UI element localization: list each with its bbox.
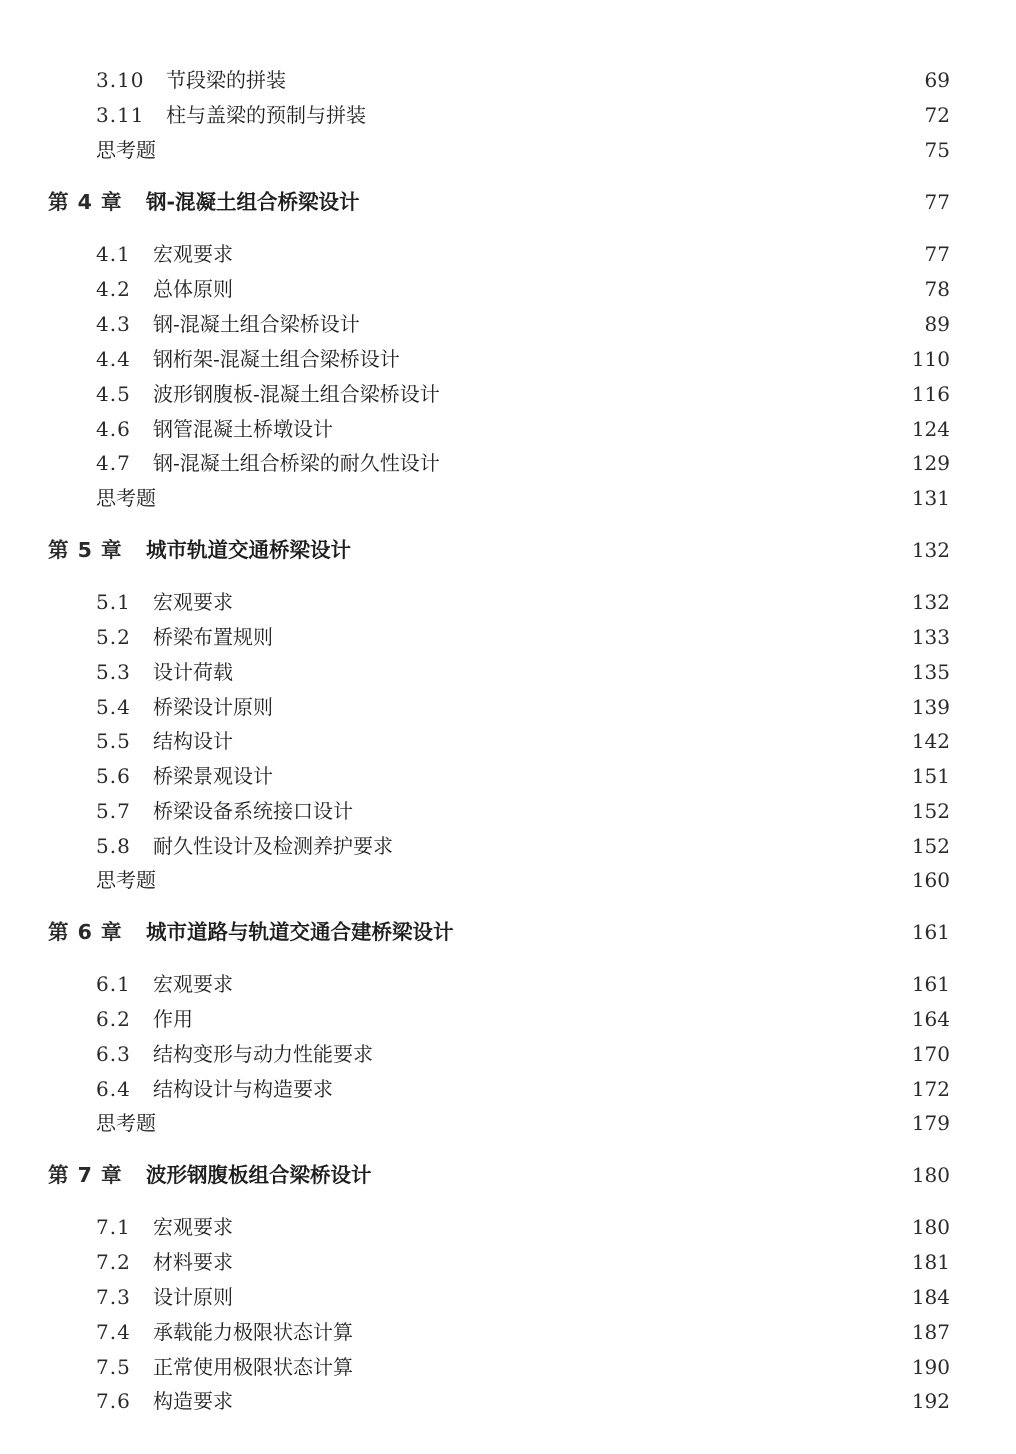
toc-section-entry[interactable] [96, 1352, 950, 1382]
page-number: 116 [911, 382, 950, 406]
page-number: 179 [911, 1111, 950, 1135]
section-title: 耐久性设计及检测养护要求 [153, 834, 393, 858]
dot-leader [372, 100, 914, 130]
section-title: 宏观要求 [153, 242, 233, 266]
toc-chapter-entry[interactable] [48, 917, 950, 947]
dot-leader [239, 969, 906, 999]
dot-leader [199, 1004, 906, 1034]
toc-section-entry[interactable] [96, 969, 950, 999]
section-title: 结构变形与动力性能要求 [153, 1042, 373, 1066]
page-number: 132 [911, 538, 950, 562]
toc-section-entry[interactable] [96, 1004, 950, 1034]
dot-leader [357, 535, 906, 565]
page-number: 78 [924, 277, 950, 301]
toc-review-questions-entry[interactable] [96, 1108, 950, 1138]
section-number: 4.7 [96, 451, 131, 475]
page-number: 142 [911, 729, 950, 753]
toc-section-entry[interactable] [96, 726, 950, 756]
dot-leader [239, 1247, 906, 1277]
page-number: 161 [911, 972, 950, 996]
section-title: 桥梁布置规则 [153, 625, 273, 649]
section-number: 6.2 [96, 1007, 131, 1031]
dot-leader [158, 483, 906, 513]
page-number: 190 [911, 1355, 950, 1379]
section-number: 4.1 [96, 242, 131, 266]
section-title: 钢管混凝土桥墩设计 [153, 417, 333, 441]
page-number: 164 [911, 1007, 950, 1031]
chapter-title: 城市轨道交通桥梁设计 [146, 538, 351, 562]
section-title: 结构设计 [153, 729, 233, 753]
dot-leader [235, 239, 914, 269]
chapter-number: 第 6 章 [48, 920, 123, 944]
toc-section-entry[interactable] [96, 379, 950, 409]
dot-leader [442, 379, 906, 409]
section-title: 柱与盖梁的预制与拼装 [166, 103, 366, 127]
section-title: 总体原则 [153, 277, 233, 301]
chapter-title: 城市道路与轨道交通合建桥梁设计 [146, 920, 454, 944]
section-number: 4.4 [96, 347, 131, 371]
section-title: 桥梁设计原则 [153, 695, 273, 719]
section-number: 6.3 [96, 1042, 131, 1066]
page-number: 181 [911, 1250, 950, 1274]
toc-section-entry[interactable] [96, 1282, 950, 1312]
dot-leader [292, 65, 914, 95]
dot-leader [399, 831, 906, 861]
section-number: 4.2 [96, 277, 131, 301]
section-title: 钢-混凝土组合桥梁的耐久性设计 [153, 451, 440, 475]
page-number: 184 [911, 1285, 950, 1309]
dot-leader [279, 692, 906, 722]
toc-section-entry[interactable] [96, 1386, 950, 1416]
section-title: 宏观要求 [153, 590, 233, 614]
section-title: 思考题 [96, 1111, 156, 1135]
section-number: 4.5 [96, 382, 131, 406]
toc-review-questions-entry[interactable] [96, 135, 950, 165]
section-number: 4.6 [96, 417, 131, 441]
section-number: 7.5 [96, 1355, 131, 1379]
section-title: 宏观要求 [153, 972, 233, 996]
page-number: 161 [911, 920, 950, 944]
dot-leader [339, 1074, 906, 1104]
section-title: 设计荷载 [153, 660, 233, 684]
section-number: 4.3 [96, 312, 131, 336]
section-title: 正常使用极限状态计算 [153, 1355, 353, 1379]
page-number: 172 [911, 1077, 950, 1101]
dot-leader [239, 1282, 906, 1312]
page-number: 135 [911, 660, 950, 684]
section-title: 桥梁设备系统接口设计 [153, 799, 353, 823]
page-number: 75 [924, 138, 950, 162]
toc-section-entry[interactable] [96, 657, 950, 687]
dot-leader [359, 1352, 906, 1382]
toc-section-entry[interactable] [96, 65, 950, 95]
page-number: 151 [911, 764, 950, 788]
section-number: 5.4 [96, 695, 131, 719]
dot-leader [239, 587, 906, 617]
toc-section-entry[interactable] [96, 587, 950, 617]
toc-section-entry[interactable] [96, 831, 950, 861]
toc-chapter-entry[interactable] [48, 535, 950, 565]
page-number: 170 [911, 1042, 950, 1066]
page-number: 72 [924, 103, 950, 127]
section-number: 6.1 [96, 972, 131, 996]
dot-leader [359, 796, 906, 826]
dot-leader [378, 1160, 906, 1190]
section-title: 思考题 [96, 868, 156, 892]
toc-section-entry[interactable] [96, 274, 950, 304]
page-number: 77 [924, 190, 950, 214]
chapter-number: 第 5 章 [48, 538, 123, 562]
section-number: 5.5 [96, 729, 131, 753]
dot-leader [158, 1108, 906, 1138]
page-number: 124 [911, 417, 950, 441]
chapter-number: 第 7 章 [48, 1163, 123, 1187]
section-number: 5.3 [96, 660, 131, 684]
dot-leader [235, 274, 914, 304]
page-number: 187 [911, 1320, 950, 1344]
page-number: 139 [911, 695, 950, 719]
toc-review-questions-entry[interactable] [96, 483, 950, 513]
toc-section-entry[interactable] [96, 692, 950, 722]
toc-review-questions-entry[interactable] [96, 865, 950, 895]
toc-section-entry[interactable] [96, 100, 950, 130]
section-number: 5.6 [96, 764, 131, 788]
section-title: 桥梁景观设计 [153, 764, 273, 788]
toc-section-entry[interactable] [96, 1247, 950, 1277]
page-number: 133 [911, 625, 950, 649]
section-number: 3.10 [96, 68, 145, 92]
toc-chapter-entry[interactable] [48, 187, 950, 217]
toc-section-entry[interactable] [96, 414, 950, 444]
dot-leader [359, 1317, 906, 1347]
toc-section-entry[interactable] [96, 1212, 950, 1242]
dot-leader [339, 414, 906, 444]
section-title: 构造要求 [153, 1389, 233, 1413]
section-number: 5.1 [96, 590, 131, 614]
toc-section-entry[interactable] [96, 1074, 950, 1104]
toc-section-entry[interactable] [96, 344, 950, 374]
toc-section-entry[interactable] [96, 239, 950, 269]
page-number: 89 [924, 312, 950, 336]
toc-section-entry[interactable] [96, 448, 950, 478]
dot-leader [239, 1212, 906, 1242]
page-number: 69 [924, 68, 950, 92]
page-number: 180 [911, 1163, 950, 1187]
toc-chapter-entry[interactable] [48, 1160, 950, 1190]
section-number: 7.1 [96, 1215, 131, 1239]
page-number: 180 [911, 1215, 950, 1239]
page-number: 192 [911, 1389, 950, 1413]
dot-leader [239, 726, 906, 756]
section-number: 7.3 [96, 1285, 131, 1309]
section-title: 结构设计与构造要求 [153, 1077, 333, 1101]
chapter-title: 波形钢腹板组合梁桥设计 [146, 1163, 372, 1187]
section-number: 6.4 [96, 1077, 131, 1101]
dot-leader [279, 622, 906, 652]
section-title: 钢桁架-混凝土组合梁桥设计 [153, 347, 400, 371]
section-number: 7.2 [96, 1250, 131, 1274]
dot-leader [162, 135, 914, 165]
section-title: 波形钢腹板-混凝土组合梁桥设计 [153, 382, 440, 406]
page-number: 160 [911, 868, 950, 892]
section-title: 宏观要求 [153, 1215, 233, 1239]
section-number: 3.11 [96, 103, 145, 127]
page-number: 131 [911, 486, 950, 510]
page-number: 132 [911, 590, 950, 614]
dot-leader [366, 187, 914, 217]
section-number: 5.7 [96, 799, 131, 823]
section-title: 作用 [153, 1007, 193, 1031]
section-number: 5.8 [96, 834, 131, 858]
chapter-number: 第 4 章 [48, 190, 123, 214]
toc-section-entry[interactable] [96, 761, 950, 791]
chapter-title: 钢-混凝土组合桥梁设计 [146, 190, 360, 214]
section-number: 7.4 [96, 1320, 131, 1344]
dot-leader [442, 448, 906, 478]
dot-leader [158, 865, 906, 895]
section-title: 设计原则 [153, 1285, 233, 1309]
dot-leader [239, 657, 906, 687]
dot-leader [362, 309, 914, 339]
toc-section-entry[interactable] [96, 796, 950, 826]
section-title: 节段梁的拼装 [166, 68, 286, 92]
dot-leader [460, 917, 906, 947]
dot-leader [239, 1386, 906, 1416]
section-title: 承载能力极限状态计算 [153, 1320, 353, 1344]
page-number: 152 [911, 799, 950, 823]
dot-leader [279, 761, 906, 791]
page-number: 129 [911, 451, 950, 475]
section-title: 思考题 [96, 486, 156, 510]
section-number: 5.2 [96, 625, 131, 649]
section-number: 7.6 [96, 1389, 131, 1413]
page-number: 110 [911, 347, 950, 371]
toc-section-entry[interactable] [96, 1317, 950, 1347]
section-title: 材料要求 [153, 1250, 233, 1274]
toc-section-entry[interactable] [96, 622, 950, 652]
section-title: 钢-混凝土组合梁桥设计 [153, 312, 360, 336]
section-title: 思考题 [96, 138, 156, 162]
toc-section-entry[interactable] [96, 309, 950, 339]
toc-section-entry[interactable] [96, 1039, 950, 1069]
page-number: 77 [924, 242, 950, 266]
dot-leader [402, 344, 906, 374]
dot-leader [379, 1039, 906, 1069]
page-number: 152 [911, 834, 950, 858]
